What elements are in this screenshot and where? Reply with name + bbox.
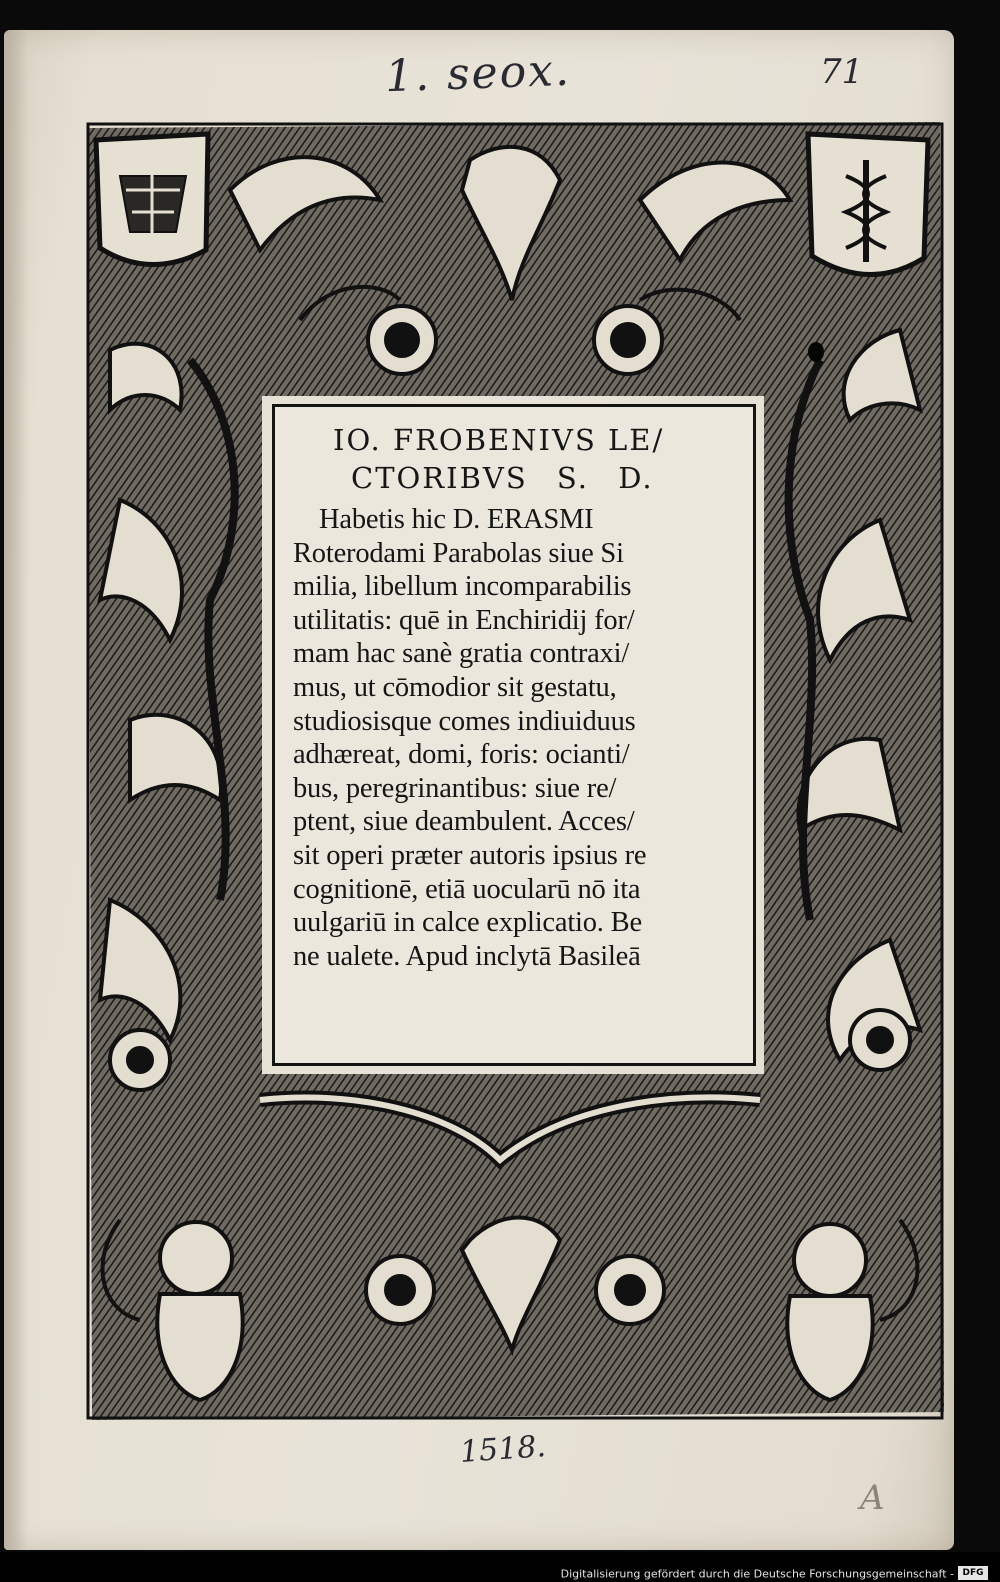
body-line: uulgariū in calce explicatio. Be	[293, 907, 642, 939]
manuscript-foliation: 71	[820, 52, 864, 92]
body-line: utilitatis: quē in Enchiridij for/	[293, 604, 635, 636]
body-line: cognitionē, etiā uocularū nō ita	[293, 873, 641, 905]
printed-text-panel	[272, 404, 756, 1066]
body-line: adhæreat, domi, foris: ocianti/	[293, 739, 630, 771]
body-line: mus, ut cōmodior sit gestatu,	[293, 671, 617, 703]
eagle-shield-icon	[96, 134, 208, 265]
body-line: ne ualete. Apud inclytā Basileā	[293, 940, 641, 972]
putto-head-right	[794, 1224, 866, 1296]
worm-hole	[808, 342, 824, 362]
body-line: mam hac sanè gratia contraxi/	[293, 638, 630, 670]
body-line: bus, peregrinantibus: siue re/	[293, 772, 617, 804]
caduceus-shield-icon	[808, 134, 928, 275]
manuscript-corner-mark: A	[860, 1478, 885, 1518]
dfg-logo: DFG	[958, 1566, 988, 1580]
body-line: milia, libellum incomparabilis	[293, 571, 632, 603]
putto-head-left	[160, 1222, 232, 1294]
body-line: sit operi præter autoris ipsius re	[293, 839, 647, 871]
body-line: Habetis hic D. ERASMI	[319, 504, 594, 535]
heading-line: IO. FROBENIVS LE/	[333, 423, 665, 457]
heading-line: CTORIBVS S. D.	[351, 461, 654, 495]
body-line: ptent, siue deambulent. Acces/	[293, 806, 635, 838]
funding-credit: Digitalisierung gefördert durch die Deutsche Forschungsgemeinschaft -	[560, 1567, 954, 1581]
body-line: Roterodami Parabolas siue Si	[293, 537, 624, 569]
manuscript-year: 1518.	[458, 1429, 548, 1470]
body-line: studiosisque comes indiuiduus	[293, 705, 636, 737]
manuscript-shelfmark: 1. seox.	[384, 44, 572, 103]
